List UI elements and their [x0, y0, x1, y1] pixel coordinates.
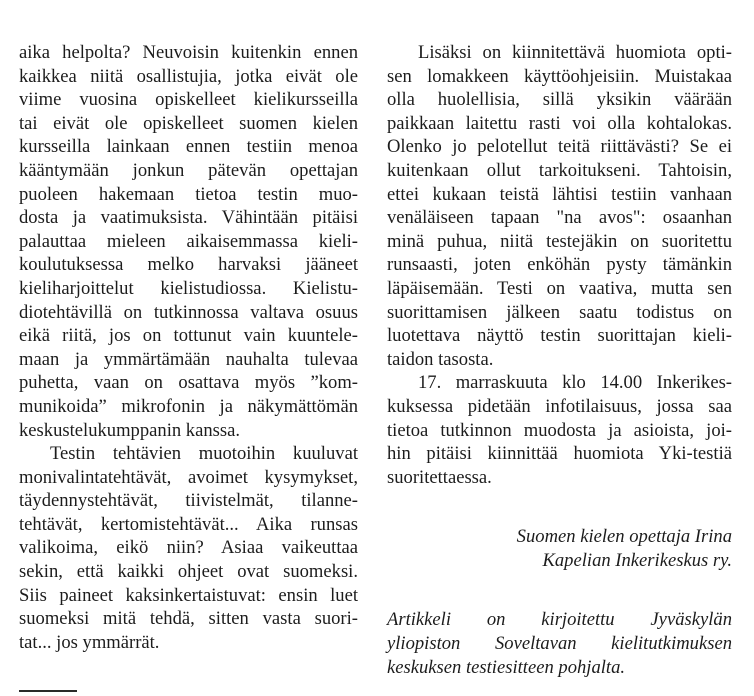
- article-source-note: [387, 608, 732, 679]
- text-line: Olenko jo pelotellut teitä riittävästi? Se ei: [387, 136, 732, 158]
- text-line: kääntymään jonkun pätevän opettajan: [19, 159, 358, 181]
- text-line: aika helpolta? Neuvoisin kuitenkin ennen: [19, 42, 358, 63]
- text-line: kursseilla lainkaan ennen testiin menoa: [19, 136, 358, 158]
- text-line: Lisäksi on kiinnitettävä huomiota opti-: [418, 42, 732, 63]
- text-line: tehtävät, kertomistehtävät... Aika runsas: [19, 513, 358, 535]
- text-line: viime vuosina opiskelleet kielikursseilla: [19, 89, 358, 111]
- text-line: minä puhua, niitä testejäkin on suoritettu: [387, 230, 732, 252]
- spacer: [387, 572, 732, 608]
- text-line: venäläiseen tapaan "na avos": osaanhan: [387, 207, 732, 229]
- text-line: sekin, että kaikki ohjeet ovat suomeksi.: [19, 561, 358, 583]
- text-line: tat... jos ymmärrät.: [19, 631, 160, 653]
- text-line: täydennystehtävät, tiivistelmät, tilanne-: [19, 490, 358, 512]
- text-line: olla huolellisia, sillä yksikin väärään: [387, 89, 732, 111]
- text-line: puoleen hakemaan tietoa testin muo-: [19, 183, 358, 205]
- text-line: keskustelukumppanin kanssa.: [19, 419, 241, 441]
- left-text-column: [19, 41, 358, 654]
- text-line: tai eivät ole opiskelleet suomen kielen: [19, 112, 358, 134]
- text-line: ettei kukaan teistä lähtisi testiin vanhaan: [387, 183, 732, 205]
- text-line: luotettava näyttö testin suorittajan kieli-: [387, 325, 732, 347]
- note-line: yliopiston Soveltavan kielitutkimuksen: [387, 633, 732, 655]
- text-line: munikoida” mikrofonin ja näkymättömän: [19, 395, 358, 417]
- text-line: kuksessa pidetään infotilaisuus, jossa saa: [387, 395, 732, 417]
- text-line: läpäisemään. Testi on vaativa, mutta sen: [387, 277, 732, 299]
- text-line: paikkaan laitettu rasti voi olla kohtalokas.: [387, 112, 732, 134]
- text-line: palauttaa mieleen aikaisemmassa kieli-: [19, 230, 358, 252]
- text-line: maan ja ymmärtämään nauhalta tulevaa: [19, 348, 358, 370]
- text-line: kuitenkaan ollut tarkoitukseni. Tahtoisin,: [387, 159, 732, 181]
- text-line: suorittamisen jälkeen saatu todistus on: [387, 301, 732, 323]
- text-line: koulutuksessa melko harvaksi jääneet: [19, 254, 358, 276]
- text-line: suomeksi mitä tehdä, sitten vasta suori-: [19, 608, 358, 630]
- text-line: puhetta, vaan on osattava myös ”kom-: [19, 372, 358, 394]
- text-line: diotehtävillä on tutkinnossa valtava osuus: [19, 301, 358, 323]
- signature-line: Suomen kielen opettaja Irina: [516, 526, 732, 548]
- text-line: Siis paineet kaksinkertaistuvat: ensin luet: [19, 584, 358, 606]
- text-line: suoritettaessa.: [387, 466, 492, 488]
- note-line: Artikkeli on kirjoitettu Jyväskylän: [387, 609, 732, 631]
- text-line: Testin tehtävien muotoihin kuuluvat: [50, 443, 358, 465]
- signature-line: Kapelian Inkerikeskus ry.: [542, 549, 732, 571]
- text-line: kaikkea niitä osallistujia, jotka eivät ole: [19, 65, 358, 87]
- text-line: runsaasti, joten enköhän pysty tämänkin: [387, 254, 732, 276]
- right-text-column: [387, 41, 732, 679]
- text-line: hin pitäisi kiinnittää huomiota Yki-testiä: [387, 443, 732, 465]
- text-line: valikoima, eikö niin? Asiaa vaikeuttaa: [19, 537, 358, 559]
- text-line: taidon tasosta.: [387, 348, 494, 370]
- text-line: 17. marraskuuta klo 14.00 Inkerikes-: [418, 372, 732, 394]
- text-line: tietoa tutkinnon muodosta ja asioista, joi-: [387, 419, 732, 441]
- text-line: kieliharjoittelut kielistudiossa. Kielistu-: [19, 277, 358, 299]
- text-line: dosta ja vaatimuksista. Vähintään pitäisi: [19, 207, 358, 229]
- spacer: [387, 489, 732, 525]
- text-line: sen lomakkeen käyttöohjeisiin. Muistakaa: [387, 65, 732, 87]
- text-line: monivalintatehtävät, avoimet kysymykset,: [19, 466, 358, 488]
- footer-rule: [19, 690, 77, 692]
- note-line: keskuksen testiesitteen pohjalta.: [387, 656, 626, 678]
- text-line: eikä riitä, jos on tottunut vain kuuntele-: [19, 325, 358, 347]
- author-signature: [387, 525, 732, 572]
